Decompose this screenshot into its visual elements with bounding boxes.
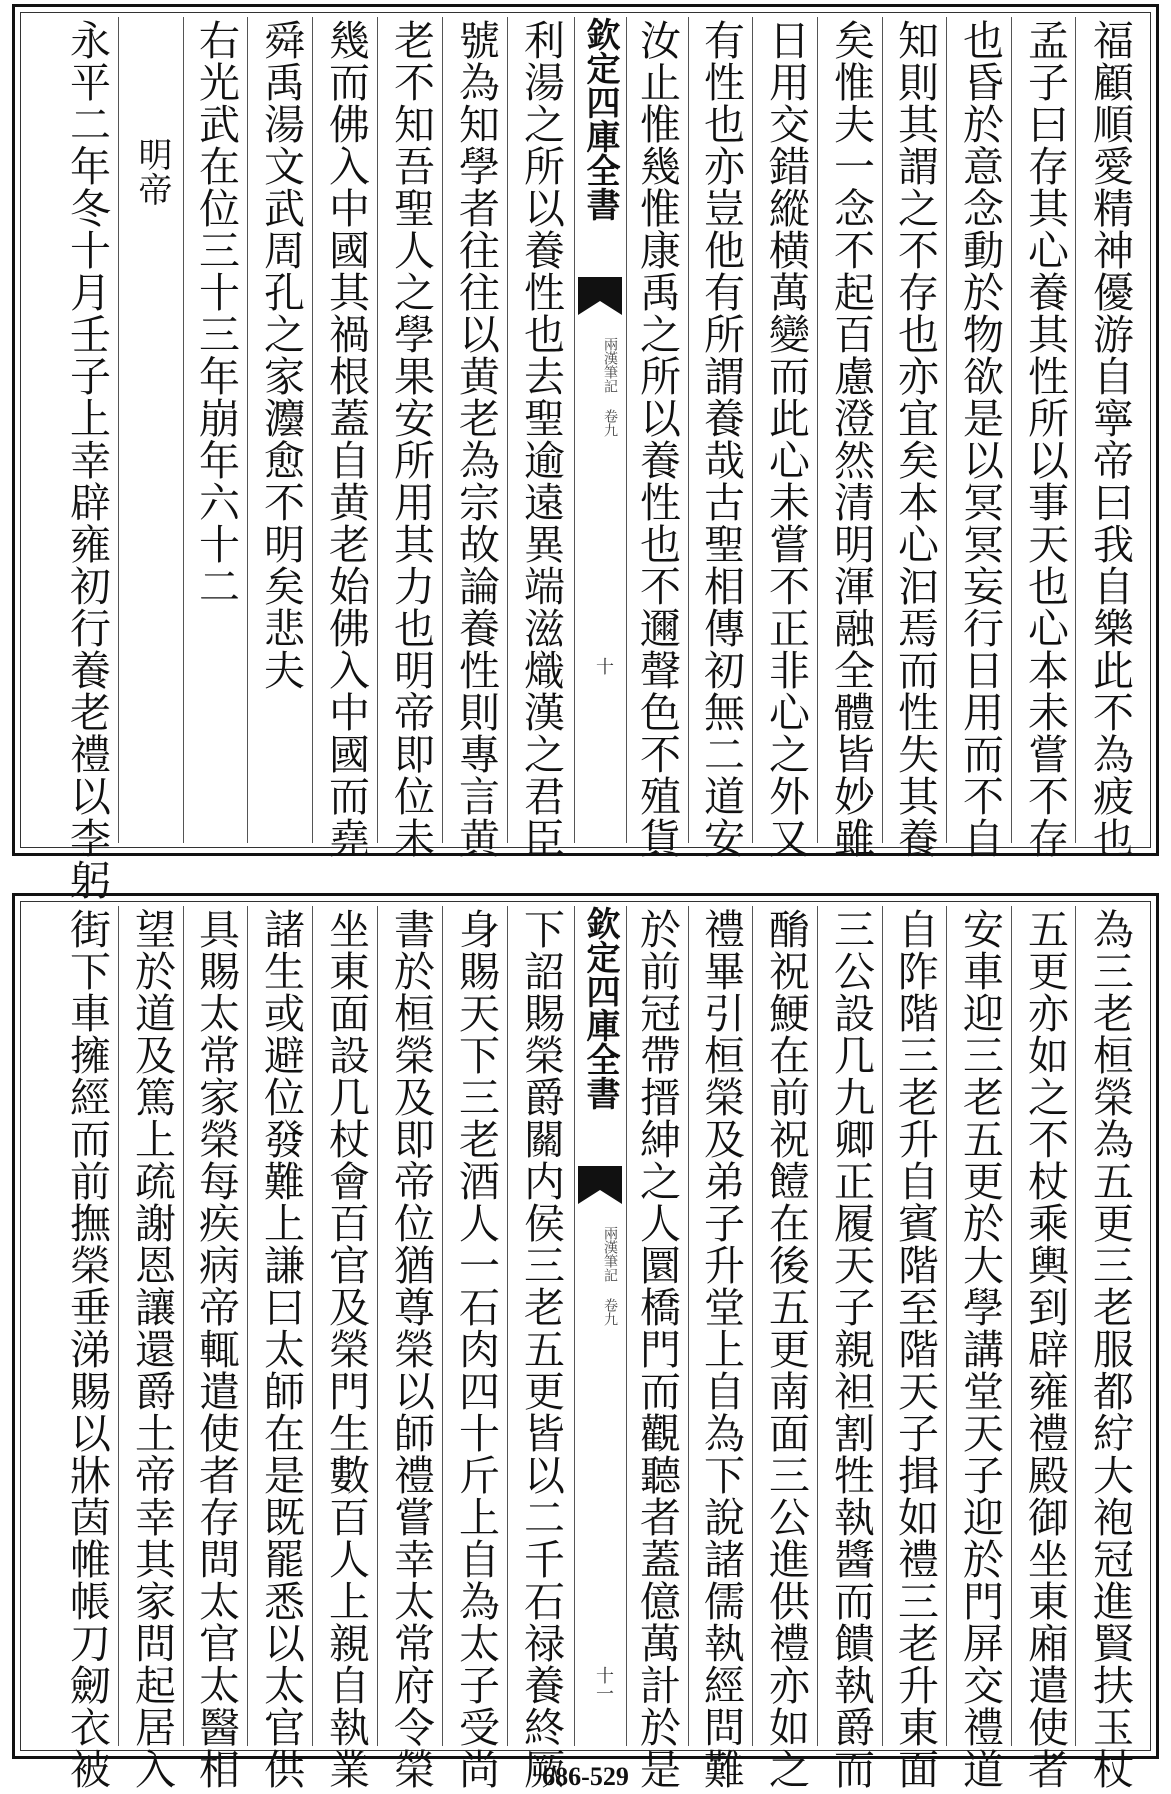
top-page <box>12 4 1159 901</box>
top-column-14: 右光武在位三十三年崩年六十二 <box>192 19 240 607</box>
column-rule <box>247 906 248 1746</box>
banner-side-label: 兩漢筆記 卷九 <box>602 1226 618 1326</box>
top-column-9: 利湯之所以養性也去聖逾遠異端滋熾漢之君臣 <box>517 19 565 859</box>
column-rule <box>688 906 689 1746</box>
column-rule <box>1075 906 1076 1746</box>
fish-tail-mark-icon <box>576 1164 624 1206</box>
column-rule <box>817 17 818 843</box>
column-rule <box>507 906 508 1746</box>
top-column-8: 汝止惟幾惟康禹之所以養性也不邇聲色不殖貨 <box>633 19 681 859</box>
column-rule <box>817 906 818 1746</box>
top-column-3: 也昏於意念動於物欲是以冥冥妄行日用而不自 <box>956 19 1004 859</box>
banner-title: 欽定四庫全書 <box>580 906 620 1110</box>
column-rule <box>1075 17 1076 843</box>
column-rule <box>118 906 119 1746</box>
top-column-2: 孟子曰存其心養其性所以事天也心本未嘗不存 <box>1021 19 1069 859</box>
bottom-column-5: 三公設几九卿正履天子親袒割牲執醬而饋執爵而 <box>827 908 875 1790</box>
banner-side-label: 兩漢筆記 卷九 <box>602 337 618 437</box>
column-rule <box>183 17 184 843</box>
bottom-column-8: 於前冠帶搢紳之人圜橋門而觀聽者蓋億萬計於是 <box>633 908 681 1790</box>
bottom-column-16: 街下車擁經而前撫榮垂涕賜以牀茵帷帳刀劒衣被 <box>63 908 111 1790</box>
column-rule <box>946 906 947 1746</box>
column-rule <box>377 17 378 843</box>
fish-tail-mark-icon <box>576 275 624 317</box>
banner-leaf-number: 十一 <box>593 1666 614 1702</box>
column-rule <box>882 906 883 1746</box>
bottom-column-15: 望於道及篤上疏謝恩讓還爵土帝幸其家問起居入 <box>128 908 176 1790</box>
column-rule <box>507 17 508 843</box>
bottom-column-4: 自阼階三老升自賓階至階天子揖如禮三老升東面 <box>891 908 939 1790</box>
top-column-7: 有性也亦豈他有所謂養哉古聖相傳初無二道安 <box>697 19 745 859</box>
bottom-column-11: 書於桓榮及即帝位猶尊榮以師禮嘗幸太常府令榮 <box>387 908 435 1790</box>
top-column-13: 舜禹湯文武周孔之家灋愈不明矣悲夫 <box>257 19 305 691</box>
top-column-11: 老不知吾聖人之學果安所用其力也明帝即位未 <box>387 19 435 859</box>
top-column-10: 號為知學者往往以黄老為宗故論養性則專言黄 <box>452 19 500 859</box>
top-center-banner <box>574 17 626 843</box>
banner-rule <box>626 17 627 843</box>
bottom-column-9: 下詔賜榮爵關内侯三老五更皆以二千石禄養終厥 <box>517 908 565 1790</box>
bottom-column-6: 酳祝鯁在前祝饐在後五更南面三公進供禮亦如之 <box>762 908 810 1790</box>
bottom-column-3: 安車迎三老五更於大學講堂天子迎於門屏交禮道 <box>956 908 1004 1790</box>
top-column-6: 日用交錯縱横萬變而此心未嘗不正非心之外又 <box>762 19 810 859</box>
column-rule <box>752 17 753 843</box>
column-rule <box>183 906 184 1746</box>
bottom-column-7: 禮畢引桓榮及弟子升堂上自為下說諸儒執經問難 <box>697 908 745 1790</box>
column-rule <box>752 906 753 1746</box>
top-column-5: 矣惟夫一念不起百慮澄然清明渾融全體皆妙雖 <box>827 19 875 859</box>
top-column-15-heading: 明帝 <box>132 137 172 207</box>
top-column-1: 福顧順愛精神優游自寧帝曰我自樂此不為疲也 <box>1086 19 1134 859</box>
banner-title: 欽定四庫全書 <box>580 17 620 221</box>
column-rule <box>377 906 378 1746</box>
top-column-12: 幾而佛入中國其禍根蓋自黄老始佛入中國而堯 <box>322 19 370 859</box>
column-rule <box>1011 17 1012 843</box>
top-column-4: 知則其謂之不存也亦宜矣本心汩焉而性失其養 <box>891 19 939 859</box>
bottom-column-14: 具賜太常家榮每疾病帝輒遣使者存問太官太醫相 <box>192 908 240 1790</box>
column-rule <box>882 17 883 843</box>
bottom-column-13: 諸生或避位發難上謙曰太師在是既罷悉以太官供 <box>257 908 305 1790</box>
bottom-column-2: 五更亦如之不杖乘輿到辟雍禮殿御坐東廂遣使者 <box>1021 908 1069 1790</box>
banner-rule <box>574 906 575 1746</box>
bottom-center-banner <box>574 906 626 1746</box>
bottom-column-1: 為三老桓榮為五更三老服都紵大袍冠進賢扶玉杖 <box>1086 908 1134 1790</box>
top-column-16: 永平二年冬十月壬子上幸辟雍初行養老禮以李躬 <box>63 19 111 901</box>
bottom-column-12: 坐東面設几杖會百官及榮門生數百人上親自執業 <box>322 908 370 1790</box>
banner-rule <box>626 906 627 1746</box>
column-rule <box>118 17 119 843</box>
banner-leaf-number: 十 <box>593 657 614 675</box>
column-rule <box>312 906 313 1746</box>
column-rule <box>1011 906 1012 1746</box>
column-rule <box>442 17 443 843</box>
column-rule <box>442 906 443 1746</box>
column-rule <box>247 17 248 843</box>
page-number: 686-529 <box>542 1762 629 1791</box>
column-rule <box>688 17 689 843</box>
banner-rule <box>574 17 575 843</box>
bottom-column-10: 身賜天下三老酒人一石肉四十斤上自為太子受尚 <box>452 908 500 1790</box>
column-rule <box>946 17 947 843</box>
column-rule <box>312 17 313 843</box>
